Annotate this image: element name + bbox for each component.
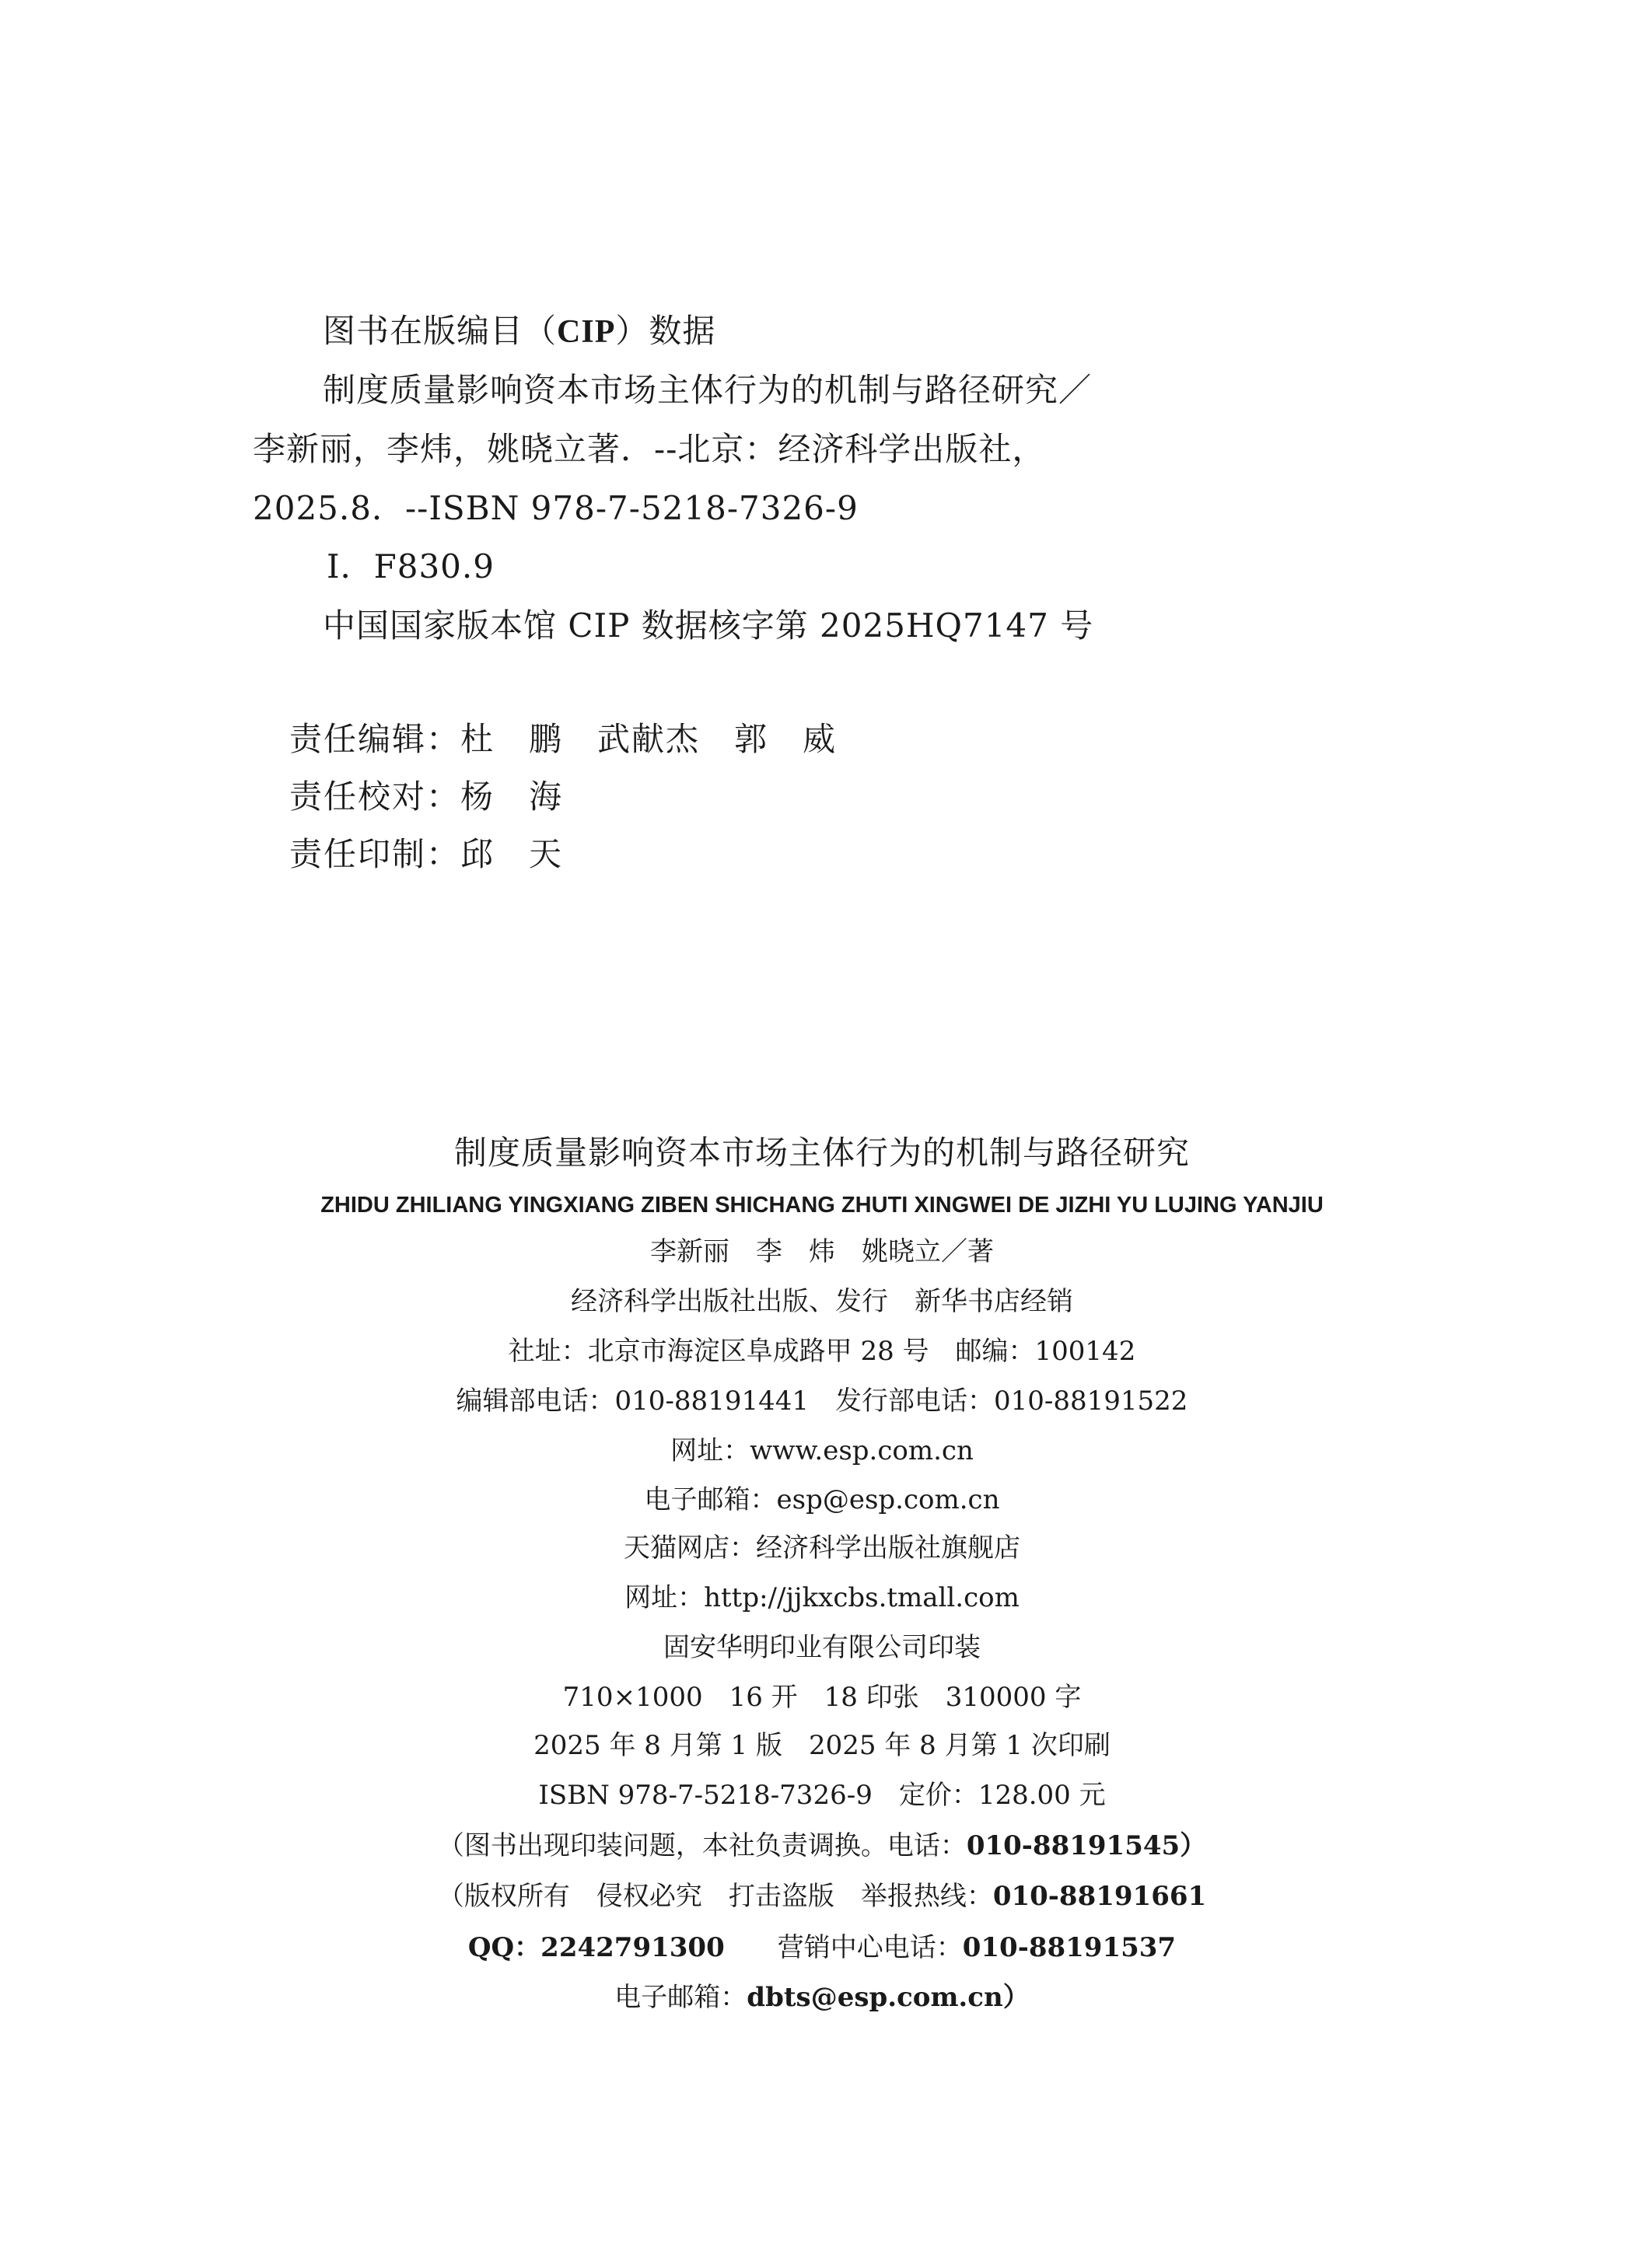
cip-heading-suffix: ）数据	[615, 312, 716, 350]
cip-heading-code: CIP	[557, 314, 616, 350]
staff-proofreader-role: 责任校对：	[289, 778, 461, 816]
colophon-notice	[0, 1830, 1644, 1861]
colophon-printer: 固安华明印业有限公司印装	[663, 1632, 981, 1663]
colophon-email2	[0, 1984, 1644, 2011]
colophon-tmall-store: 天猫网店：经济科学出版社旗舰店	[624, 1532, 1020, 1564]
staff-printing	[289, 835, 564, 873]
colophon-email2-value: dbts@esp.com.cn）	[747, 1982, 1030, 2013]
staff-editor	[289, 720, 838, 758]
colophon-marketing-label: 营销中心电话：	[777, 1932, 963, 1963]
cip-verification: 中国国家版本馆 CIP 数据核字第 2025HQ7147 号	[323, 606, 1094, 645]
staff-editor-role: 责任编辑：	[289, 720, 461, 758]
staff-printing-names: 邱 天	[460, 835, 564, 873]
colophon-email2-label: 电子邮箱：	[614, 1982, 747, 2013]
colophon-edition: 2025 年 8 月第 1 版 2025 年 8 月第 1 次印刷	[533, 1730, 1111, 1761]
cip-title-line: 制度质量影响资本市场主体行为的机制与路径研究／	[323, 371, 1093, 409]
colophon-format: 710×1000 16 开 18 印张 310000 字	[562, 1682, 1082, 1713]
staff-proofreader	[289, 778, 564, 816]
colophon-copyright	[0, 1883, 1644, 1910]
colophon-title-pinyin: ZHIDU ZHILIANG YINGXIANG ZIBEN SHICHANG ZHUTI XINGWEI DE JIZHI YU LUJING YANJIU	[320, 1193, 1324, 1218]
staff-printing-role: 责任印制：	[289, 835, 461, 873]
colophon-notice-text: （图书出现印装问题，本社负责调换。电话：	[437, 1830, 967, 1861]
staff-proofreader-names: 杨 海	[460, 778, 564, 816]
colophon-isbn-price: ISBN 978-7-5218-7326-9 定价：128.00 元	[538, 1780, 1106, 1811]
colophon-tmall-url: 网址：http://jjkxcbs.tmall.com	[624, 1582, 1020, 1613]
colophon-title-cn: 制度质量影响资本市场主体行为的机制与路径研究	[453, 1134, 1190, 1172]
colophon-qq-marketing	[0, 1934, 1644, 1961]
colophon-publisher: 经济科学出版社出版、发行 新华书店经销	[571, 1286, 1073, 1317]
staff-editor-names: 杜 鹏 武献杰 郭 威	[460, 720, 838, 758]
cip-heading-prefix: 图书在版编目（	[323, 312, 558, 350]
colophon-copyright-text: （版权所有 侵权必究 打击盗版 举报热线：	[437, 1881, 993, 1912]
colophon-email: 电子邮箱：esp@esp.com.cn	[644, 1484, 1000, 1515]
colophon-marketing-phone: 010-88191537	[962, 1932, 1177, 1963]
cip-heading	[323, 312, 716, 350]
colophon-copyright-phone: 010-88191661	[992, 1881, 1207, 1912]
colophon-qq-label: QQ：	[467, 1932, 541, 1963]
colophon-spacer	[725, 1932, 778, 1963]
cip-date-isbn-line: 2025.8．--ISBN 978-7-5218-7326-9	[253, 489, 859, 527]
colophon-notice-phone: 010-88191545）	[966, 1830, 1207, 1861]
colophon-authors: 李新丽 李 炜 姚晓立／著	[650, 1236, 994, 1267]
colophon-address: 社址：北京市海淀区阜成路甲 28 号 邮编：100142	[508, 1336, 1136, 1367]
colophon-qq-number: 2242791300	[540, 1932, 725, 1963]
colophon-website: 网址：www.esp.com.cn	[670, 1435, 974, 1466]
cip-classification: Ⅰ．F830.9	[327, 547, 495, 585]
cip-authors-line: 李新丽，李炜，姚晓立著．--北京：经济科学出版社，	[253, 430, 1046, 468]
colophon-phones: 编辑部电话：010-88191441 发行部电话：010-88191522	[456, 1386, 1188, 1417]
